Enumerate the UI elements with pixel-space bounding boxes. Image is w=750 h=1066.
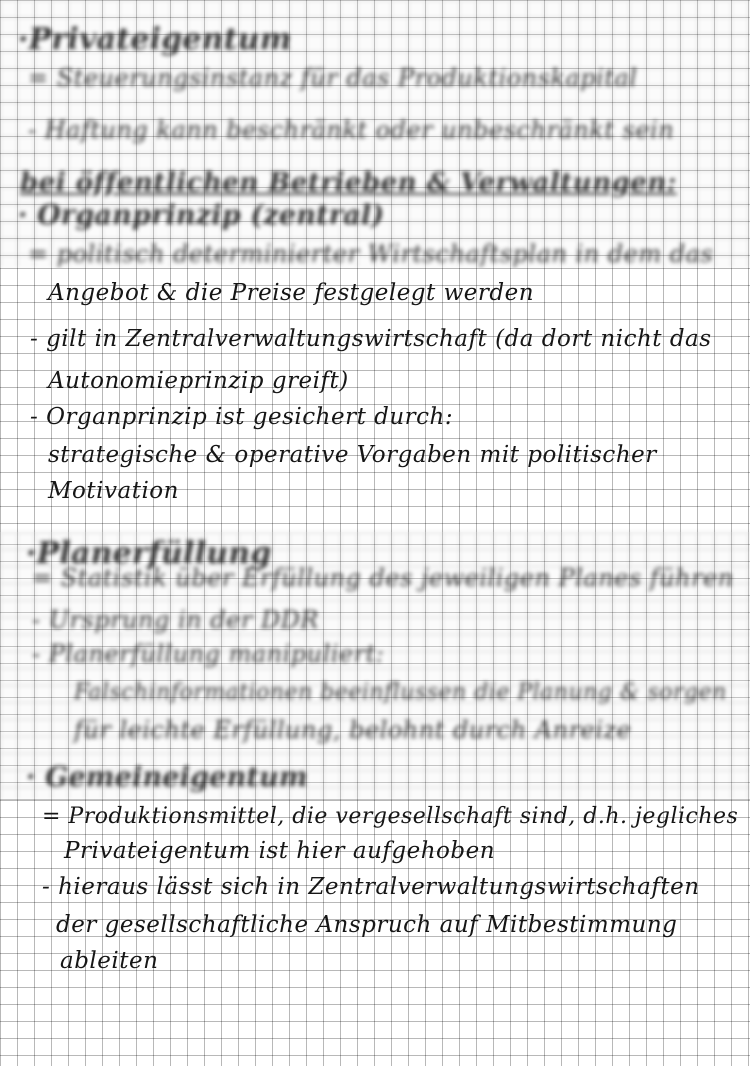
note-line: Motivation: [48, 478, 179, 504]
note-line: - hieraus lässt sich in Zentralverwaltungswirtschaften: [42, 874, 700, 900]
heading-privateigentum: ·Privateigentum: [18, 22, 292, 57]
note-line: der gesellschaftliche Anspruch auf Mitbestimmung: [56, 912, 678, 938]
note-line: Falschinformationen beeinflussen die Planung & sorgen: [74, 680, 727, 705]
heading-organprinzip: · Organprinzip (zentral): [18, 200, 385, 231]
note-line: = Steuerungsinstanz für das Produktionskapital: [28, 64, 638, 92]
note-line: - gilt in Zentralverwaltungswirtschaft (da dort nicht das: [30, 326, 712, 352]
heading-gemeineigentum: · Gemeineigentum: [26, 762, 308, 793]
note-line: = Produktionsmittel, die vergesellschaft sind, d.h. jegliches: [42, 804, 739, 829]
note-line: strategische & operative Vorgaben mit politischer: [48, 442, 657, 468]
note-line: ableiten: [60, 948, 159, 974]
heading-planerfuellung: ·Planerfüllung: [26, 536, 272, 571]
note-line: für leichte Erfüllung, belohnt durch Anreize: [74, 716, 632, 744]
blurred-section-privateigentum: [0, 0, 750, 268]
note-line: - Planerfüllung manipuliert:: [32, 640, 385, 668]
note-line: - Organprinzip ist gesichert durch:: [30, 404, 454, 430]
note-line: - Ursprung in der DDR: [32, 606, 319, 634]
section-title-oeffentliche-betriebe: bei öffentlichen Betrieben & Verwaltungen:: [20, 168, 677, 198]
note-line: Angebot & die Preise festgelegt werden: [48, 280, 535, 306]
note-line: = Statistik über Erfüllung des jeweiligen Planes führen: [32, 564, 734, 592]
note-line: Privateigentum ist hier aufgehoben: [64, 838, 496, 864]
sharp-section-gemeineigentum: [0, 800, 750, 1066]
note-line: = politisch determinierter Wirtschaftsplan in dem das: [28, 240, 714, 268]
sharp-section-organprinzip: [0, 268, 750, 532]
note-line: - Haftung kann beschränkt oder unbeschränkt sein: [28, 116, 675, 144]
note-line: Autonomieprinzip greift): [48, 368, 349, 394]
blurred-section-planerfuellung: [0, 532, 750, 800]
